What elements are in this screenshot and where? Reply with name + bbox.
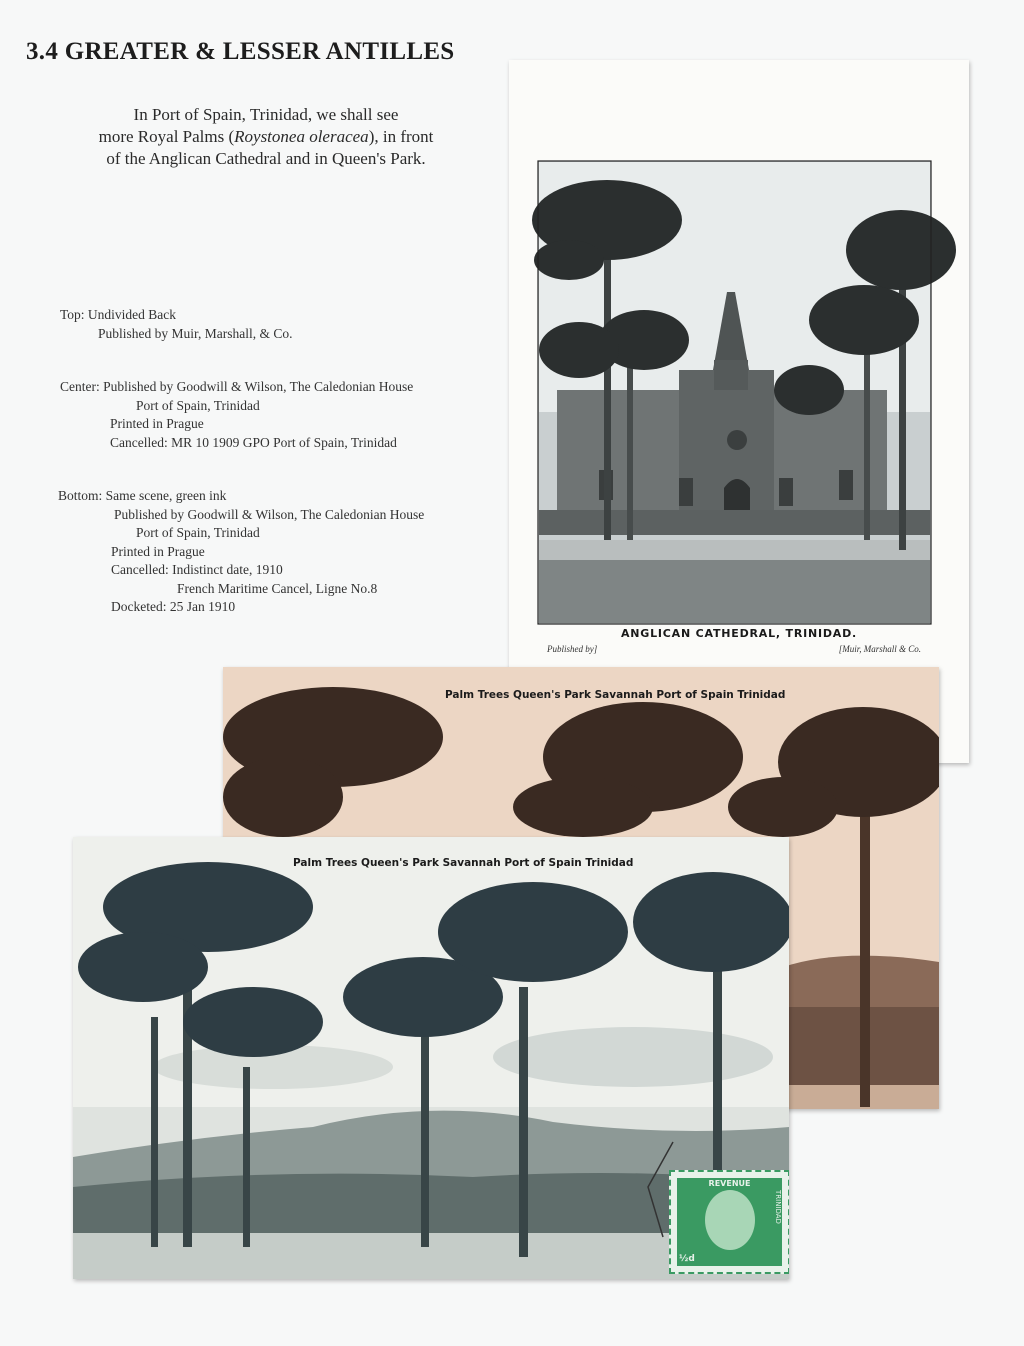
intro-line-2-start: more Royal Palms ( <box>98 127 235 146</box>
postcard-palms-green <box>73 837 789 1279</box>
note-line: Cancelled: MR 10 1909 GPO Port of Spain, Trinidad <box>110 434 397 450</box>
intro-line-1: In Port of Spain, Trinidad, we shall see <box>133 105 399 124</box>
note-line: Published by Muir, Marshall, & Co. <box>98 325 293 341</box>
stamp-value: ½d <box>679 1254 695 1264</box>
postmark-cancel <box>643 1137 723 1257</box>
stamp-side-label: TRINIDAD <box>774 1190 782 1224</box>
note-line: Center: Published by Goodwill & Wilson, The Caledonian House <box>60 379 414 394</box>
note-line: Printed in Prague <box>110 416 204 431</box>
notes-center <box>60 378 413 452</box>
note-line: Bottom: Same scene, green ink <box>58 488 227 503</box>
publisher-left: Published by] <box>547 644 598 654</box>
note-line: Port of Spain, Trinidad <box>136 525 260 540</box>
note-line: Published by Goodwill & Wilson, The Caledonian House <box>114 506 425 522</box>
note-line: French Maritime Cancel, Ligne No.8 <box>177 580 378 596</box>
notes-bottom <box>58 487 424 617</box>
stamp-label: REVENUE <box>708 1179 751 1188</box>
notes-top <box>60 306 292 343</box>
note-line: Printed in Prague <box>111 543 205 559</box>
note-line: Cancelled: Indistinct date, 1910 <box>111 562 283 577</box>
note-line: Top: Undivided Back <box>60 307 177 322</box>
cathedral-photo <box>509 60 969 763</box>
note-line: Docketed: 25 Jan 1910 <box>111 599 236 614</box>
page-title: 3.4 GREATER & LESSER ANTILLES <box>26 38 455 65</box>
intro-line-2 <box>56 126 476 148</box>
publisher-right: [Muir, Marshall & Co. <box>838 644 921 654</box>
postcard-caption: Palm Trees Queen's Park Savannah Port of Spain Trinidad <box>445 689 786 701</box>
postcard-anglican-cathedral <box>509 60 969 763</box>
note-line: Port of Spain, Trinidad <box>136 397 260 413</box>
postcard-caption: Palm Trees Queen's Park Savannah Port of Spain Trinidad <box>293 857 634 869</box>
species-name: Roystonea oleracea <box>234 127 369 146</box>
intro-line-2-end: ), in front <box>368 127 434 146</box>
postcard-caption: ANGLICAN CATHEDRAL, TRINIDAD. <box>620 627 858 640</box>
intro-line-3: of the Anglican Cathedral and in Queen's Park. <box>106 149 426 168</box>
intro-text <box>56 104 476 170</box>
